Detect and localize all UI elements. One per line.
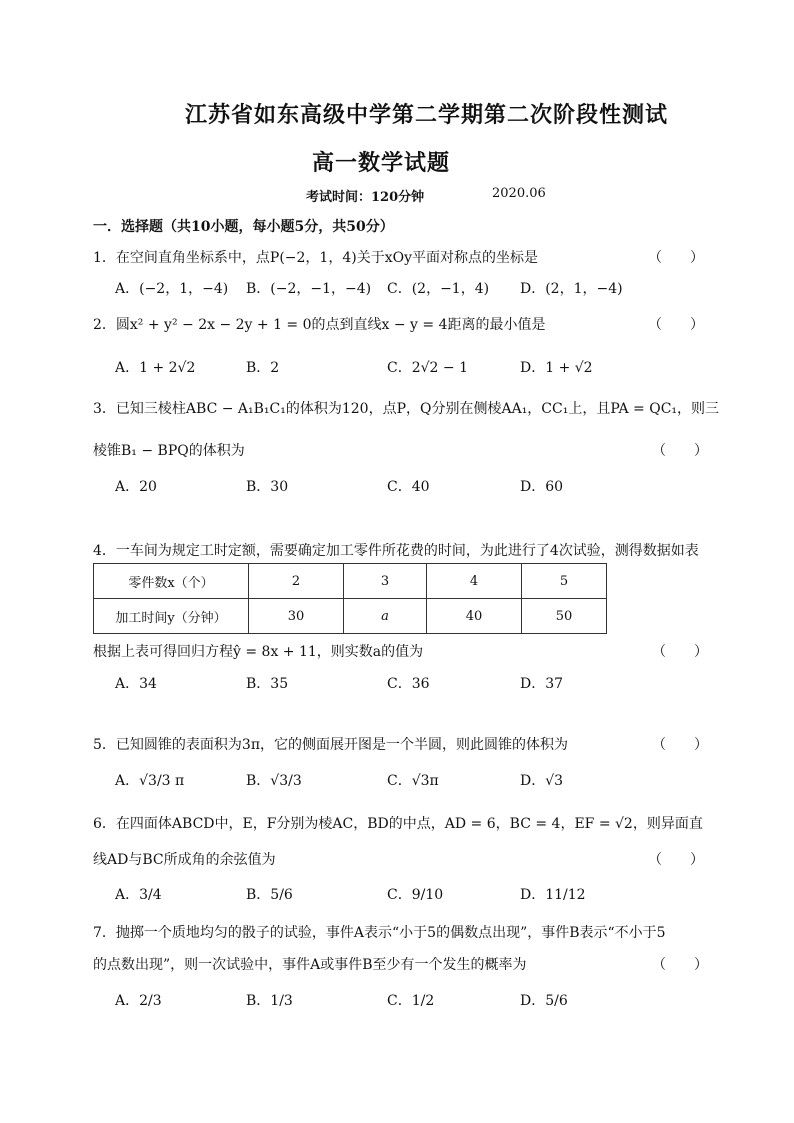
q2-option-a: A．1 + 2√2 [115, 360, 196, 376]
question-6-stem-line2: 线AD与BC所成角的余弦值为 [93, 852, 276, 868]
q3-option-b: B．30 [246, 479, 289, 495]
q5-option-b: B．√3/3 [246, 773, 302, 789]
q6-option-d: D．11/12 [520, 887, 586, 903]
q1-option-a: A．(−2，1，−4) [115, 281, 229, 297]
question-4-stem2: 根据上表可得回归方程ŷ = 8x + 11，则实数a的值为 [93, 644, 424, 660]
answer-blank-4: （ ） [652, 644, 708, 660]
table-row [94, 599, 607, 634]
table-cell: 加工时间y（分钟） [94, 599, 249, 634]
q4-option-b: B．35 [246, 676, 289, 692]
answer-blank-7: （ ） [652, 957, 708, 973]
table-cell: 2 [249, 564, 344, 599]
table-cell: 40 [427, 599, 522, 634]
q5-option-d: D．√3 [520, 773, 564, 789]
table-cell: 4 [427, 564, 522, 599]
question-3-stem-line2: 棱锥B₁ − BPQ的体积为 [93, 443, 245, 459]
q3-option-c: C．40 [387, 479, 430, 495]
q7-option-b: B．1/3 [246, 993, 293, 1009]
table-cell: 50 [522, 599, 607, 634]
question-1-stem: 1．在空间直角坐标系中，点P(−2，1，4)关于xOy平面对称点的坐标是 [93, 250, 538, 266]
question-7-stem-line2: 的点数出现”，则一次试验中，事件A或事件B至少有一个发生的概率为 [93, 957, 527, 973]
q3-option-d: D．60 [520, 479, 564, 495]
q4-option-d: D．37 [520, 676, 564, 692]
answer-blank-1: （ ） [648, 250, 704, 266]
table-cell: a [344, 599, 427, 634]
table-row [94, 564, 607, 599]
q2-option-c: C．2√2 − 1 [387, 360, 468, 376]
q6-option-b: B．5/6 [246, 887, 293, 903]
exam-time: 考试时间：120分钟 [306, 190, 425, 205]
table-cell: 零件数x（个） [94, 564, 249, 599]
q2-option-d: D．1 + √2 [520, 360, 593, 376]
table-cell: 30 [249, 599, 344, 634]
q4-option-a: A．34 [115, 676, 157, 692]
question-3-stem-line1: 3．已知三棱柱ABC − A₁B₁C₁的体积为120，点P，Q分别在侧棱AA₁，CC₁上，且PA = QC₁，则三 [93, 401, 720, 417]
answer-blank-2: （ ） [648, 317, 704, 333]
q7-option-a: A．2/3 [115, 993, 162, 1009]
question-2-stem: 2．圆x² + y² − 2x − 2y + 1 = 0的点到直线x − y = 4距离的最小值是 [93, 317, 546, 333]
q1-option-c: C．(2，−1，4) [387, 281, 490, 297]
q3-option-a: A．20 [115, 479, 157, 495]
q2-option-b: B．2 [246, 360, 280, 376]
data-table [93, 563, 607, 634]
q6-option-a: A．3/4 [115, 887, 162, 903]
question-4-stem: 4．一车间为规定工时定额，需要确定加工零件所花费的时间，为此进行了4次试验，测得数据如表 [93, 543, 699, 559]
answer-blank-6: （ ） [648, 852, 704, 868]
answer-blank-5: （ ） [652, 737, 708, 753]
exam-subtitle: 高一数学试题 [312, 150, 451, 176]
question-5-stem: 5．已知圆锥的表面积为3π，它的侧面展开图是一个半圆，则此圆锥的体积为 [93, 737, 569, 753]
q5-option-a: A．√3/3 π [115, 773, 185, 789]
q7-option-d: D．5/6 [520, 993, 568, 1009]
q7-option-c: C．1/2 [387, 993, 435, 1009]
q5-option-c: C．√3π [387, 773, 439, 789]
exam-title: 江苏省如东高级中学第二学期第二次阶段性测试 [185, 102, 669, 128]
table-cell: 5 [522, 564, 607, 599]
q1-option-d: D．(2，1，−4) [520, 281, 623, 297]
table-cell: 3 [344, 564, 427, 599]
q6-option-c: C．9/10 [387, 887, 444, 903]
q4-option-c: C．36 [387, 676, 430, 692]
question-6-stem-line1: 6．在四面体ABCD中，E，F分别为棱AC，BD的中点，AD = 6，BC = 4，EF = √2，则异面直 [93, 816, 703, 832]
question-7-stem-line1: 7．抛掷一个质地均匀的骰子的试验，事件A表示“小于5的偶数点出现”，事件B表示“不小于5 [93, 925, 666, 941]
section-heading: 一．选择题（共10小题，每小题5分，共50分） [93, 219, 394, 235]
exam-date: 2020.06 [492, 186, 546, 201]
q1-option-b: B．(−2，−1，−4) [246, 281, 372, 297]
answer-blank-3: （ ） [652, 443, 708, 459]
